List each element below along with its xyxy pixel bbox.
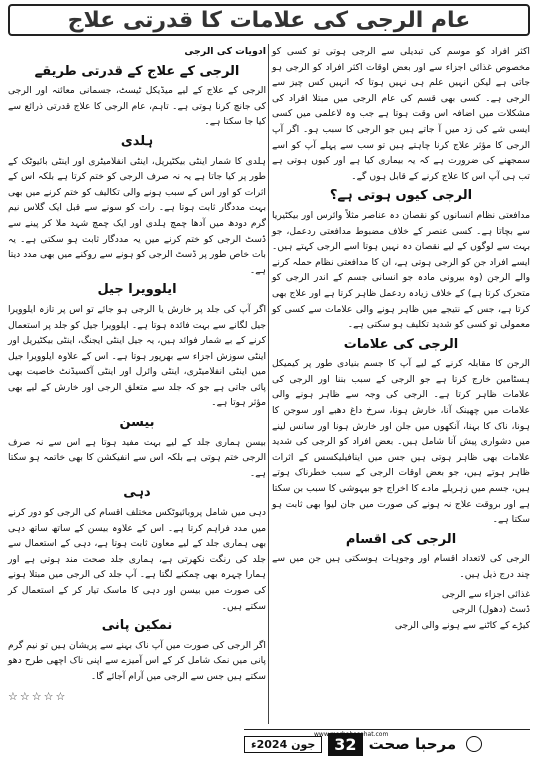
heading-symptoms: الرجی کی علامات — [343, 336, 459, 352]
star-divider: ☆☆☆☆☆ — [8, 689, 68, 703]
heading-turmeric: ہلدی — [120, 133, 154, 149]
salt-water-paragraph: اگر الرجی کی صورت میں آپ ناک بہنے سے پریشان ہیں تو نیم گرم پانی میں نمک شامل کر کے اس آمیزے سے اپنی ناک اچھی طرح دھو سکتے ہیں جس سے الرجی میں آرام آجائے گا۔ — [8, 639, 266, 682]
right-column — [272, 44, 530, 633]
types-paragraph: الرجی کی لاتعداد اقسام اور وجوہات ہوسکتی ہیں جن میں سے چند درج ذیل ہیں۔ — [272, 553, 530, 580]
gram-flour-paragraph: بیسن ہماری جلد کے لیے بہت مفید ہوتا ہے اس سے نہ صرف الرجی ختم ہوتی ہے بلکہ اس سے انفیکشن کا بھی خاتمہ ہو سکتا ہے۔ — [8, 436, 266, 479]
magazine-logo-icon — [466, 736, 482, 752]
heading-types: الرجی کی اقسام — [345, 531, 457, 547]
magazine-name: مرحبا صحت — [368, 735, 457, 753]
page-footer — [244, 729, 530, 758]
types-list — [272, 587, 530, 634]
drug-allergy-line: ادویات کی الرجی — [184, 46, 266, 57]
heading-salt-water: نمکین پانی — [101, 618, 173, 634]
left-column — [8, 44, 266, 704]
heading-why-allergy: الرجی کیوں ہوتی ہے؟ — [329, 188, 473, 204]
aloe-vera-paragraph: اگر آپ کی جلد پر خارش یا الرجی ہو جائے تو اس پر تازہ ایلوویرا جیل لگانے سے بہت فائدہ ہوتا ہے۔ ایلوویرا جیل کو جلد پر استعمال کرنے کے بے شمار فوائد ہیں، یہ جیل اینٹی ایجنگ، اینٹی بیکٹیریل اور اینٹی سوزش اجزاء سے بھرپور ہوتا ہے۔ اس کے علاوہ ایلوویرا جیل میں اینٹی انفلامیٹری، اینٹی وائرل اور اینٹی آکسیڈنٹ خاصیت بھی پائی جاتی ہے جو کہ جلد سے متعلق الرجی اور خارش کے لیے بھی مؤثر ہوتا ہے۔ — [8, 303, 266, 409]
heading-gram-flour: بیسن — [119, 415, 155, 431]
article-title: عام الرجی کی علامات کا قدرتی علاج — [67, 7, 471, 33]
title-banner — [8, 4, 530, 36]
natural-remedies-paragraph: الرجی کے علاج کے لیے میڈیکل ٹیسٹ، جسمانی معائنہ اور الرجی کی جانچ کرنا ہوتی ہے۔ تاہم، عام الرجی کا علاج قدرتی ذرائع سے کیا جا سکتا ہے۔ — [8, 85, 266, 128]
yogurt-paragraph: دہی میں شامل پروبائیوٹکس مختلف اقسام کی الرجی کو دور کرنے میں مدد فراہم کرتا ہے۔ اس کے علاوہ بیسن کے ساتھ ساتھ دہی بھی ہماری جلد کے لیے معاون ثابت ہوتا ہے، دہی کے استعمال سے جلد کی رنگت نکھرتی ہے، ہماری جلد صحت مند ہوتی ہے اور ہمارا چہرہ بھی چمکنے لگتا ہے۔ آپ جلد کی الرجی میں مبتلا ہونے کی صورت میں بیسن اور دہی کا ماسک تیار کر کے استعمال کر سکتے ہیں۔ — [8, 507, 266, 612]
symptoms-paragraph: الرجن کا مقابلہ کرنے کے لیے آپ کا جسم بنیادی طور پر کیمیکل ہسٹامین خارج کرتا ہے جو الرجی کے سبب بننا اور الرجی کی علامات ظاہر کرتا ہے۔ الرجی کی وجہ سے ظاہر ہونے والی علامات میں چھینک آنا، خارش ہونا، سرخ داغ دھبے اور سوجن کا ہونا، ناک کا بہنا، آنکھوں میں جلن اور خارش ہونا اور سانس لینے میں دشواری پیش آنا شامل ہیں۔ بعض افراد کو الرجی کی شدید علامات بھی ظاہر ہوتی ہیں جس میں اینافیلیکسس کے اثرات ظاہر ہوتے ہیں، جو بعض اوقات الرجی کے سبب خطرناک ہوتے ہیں، جسم میں زہریلے مادے کا اخراج جو بیہوشی کا سبب بن سکتا ہے اور بروقت علاج نہ ہونے کی صورت میں جان لیوا بھی ثابت ہو سکتا ہے۔ — [272, 358, 530, 526]
turmeric-paragraph: ہلدی کا شمار اینٹی بیکٹیریل، اینٹی انفلامیٹری اور اینٹی بائیوٹک کے طور پر کیا جاتا ہے یہ نہ صرف الرجی کو ختم کرتا ہے بلکہ اس کے اثرات کو اور اس کے سبب ہونے والی تکالیف کو ختم کرنے میں بھی بہت مددگار ثابت ہوتا ہے۔ رات کو سونے سے قبل ایک گلاس نیم گرم دودھ میں آدھا چمچ ہلدی اور ایک چمچ شہد ملا کر پینے سے ڈسٹ الرجی کو ختم کرنے میں یہ مددگار ثابت ہو سکتی ہے۔ یہ بات خاص طور پر ڈسٹ الرجی کو ہونے سے روکنے میں بھی مدد دیتا ہے۔ — [8, 155, 266, 276]
page-number: 32 — [328, 733, 362, 756]
intro-paragraph: اکثر افراد کو موسم کی تبدیلی سے الرجی ہوتی تو کسی کو مخصوص غذائی اجزاء سے اور بعض اوقات اکثر افراد کو الرجی ہو جاتی ہے لیکن انہیں علم ہی نہیں ہوتا کہ انہیں کس چیز سے الرجی ہے۔ کسی بھی قسم کی عام الرجی میں مبتلا افراد کی مشکلات میں اضافہ اس وقت ہوتا ہے جب وہ لاعلمی میں کسی ایسی شے کی زد میں آ جاتے ہیں جو الرجی کا سبب ہو۔ اگر آپ الرجی کا مؤثر علاج کرنا چاہتے ہیں تو سب سے پہلے آپ کو اسے سمجھنے کی ضرورت ہے کہ یہ بیماری کیا ہے اور کیوں ہوتی ہے تب ہی آپ اس کا علاج کرنے کے قابل ہوں گے۔ — [272, 46, 530, 182]
issue-date: جون 2024ء — [244, 736, 322, 753]
list-item: غذائی اجزاء سے الرجی — [441, 588, 530, 600]
why-allergy-paragraph: مدافعتی نظام انسانوں کو نقصان دہ عناصر مثلاً وائرس اور بیکٹیریا سے بچاتا ہے۔ کسی عنصر کے خلاف مضبوط مدافعتی ردعمل، جو بہت سے لوگوں کے لیے نقصان دہ نہیں ہوتا اسے الرجی کہتے ہیں۔ ایسے افراد جن کو الرجی ہوتی ہے، ان کا مدافعتی نظام حملہ کرنے والے الرجن (وہ بیرونی مادہ جو انسانی جسم کے اندر الرجی کو متحرک کرتا ہے) کے خلاف زیادہ ردعمل ظاہر کرتا ہے اور علاج بھی کرتا ہے، جس کے نتیجے میں ظاہر ہونے والی علامات سے کسی کو معمولی تو کسی کو شدید تکلیف ہو سکتی ہے۔ — [272, 209, 530, 331]
heading-yogurt: دہی — [123, 485, 151, 501]
heading-natural-remedies: الرجی کے علاج کے قدرتی طریقے — [34, 63, 240, 79]
list-item: کیڑے کے کاٹنے سے ہونے والی الرجی — [394, 619, 530, 631]
column-divider — [268, 44, 269, 724]
list-item: ڈسٹ (دھول) الرجی — [452, 604, 530, 616]
heading-aloe-vera: ایلوویرا جیل — [97, 282, 177, 298]
magazine-url: www.marhabasehat.com — [314, 731, 389, 738]
